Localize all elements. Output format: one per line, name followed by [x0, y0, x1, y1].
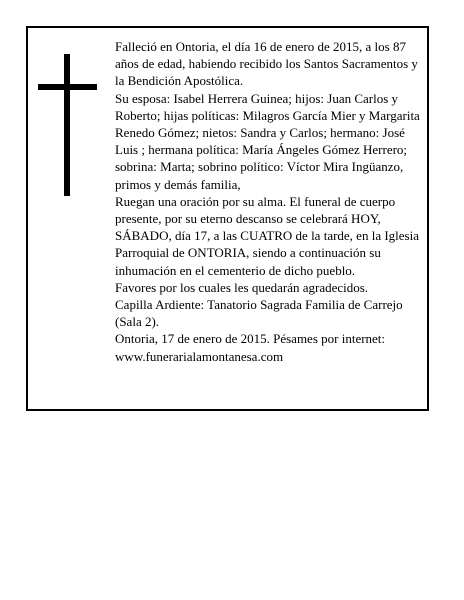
death-announcement: Falleció en Ontoria, el día 16 de enero de 2015, a los 87 años de edad, habiendo recibido los Santos Sacramentos y la Bendición Apostólica.: [115, 39, 418, 89]
cross-vertical-bar: [64, 54, 70, 196]
funeral-details: Ruegan una oración por su alma. El funeral de cuerpo presente, por su eterno descanso se celebrará HOY, SÁBADO, día 17, a las CUATRO de la tarde, en la Iglesia Parroquial de ONTORIA, siendo a continuación su inhumación en el cementerio de dicho pueblo.: [115, 193, 419, 278]
chapel-info: Capilla Ardiente: Tanatorio Sagrada Familia de Carrejo (Sala 2).: [115, 297, 403, 330]
thanks-line: Favores por los cuales les quedarán agradecidos.: [115, 279, 369, 295]
cross-horizontal-bar: [38, 84, 97, 90]
obituary-text: [115, 38, 425, 365]
place-date-condolences: Ontoria, 17 de enero de 2015. Pésames por internet: www.funerarialamontanesa.com: [115, 331, 386, 364]
family-list: Su esposa: Isabel Herrera Guinea; hijos: Juan Carlos y Roberto; hijas políticas: Milagros García Mier y Margarita Renedo Gómez; nietos: Sandra y Carlos; hermano: José Luis ; hermana política: María Ángeles Gómez Herrero; sobrina: Marta; sobrino político: Víctor Mira Ingüanzo, primos y demás familia,: [115, 90, 420, 192]
